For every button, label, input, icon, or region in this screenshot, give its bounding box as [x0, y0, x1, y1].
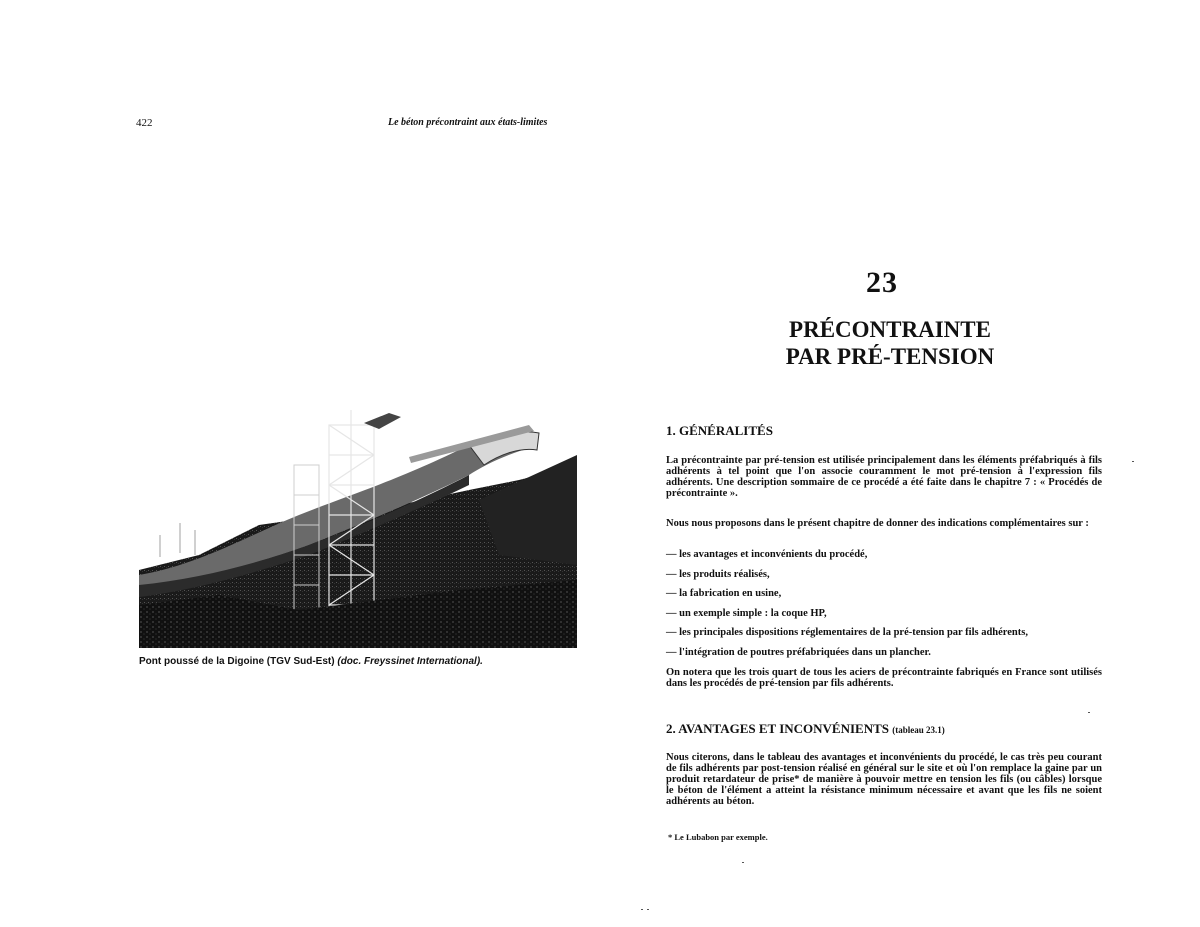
photo-caption-text: Pont poussé de la Digoine (TGV Sud-Est): [139, 656, 335, 667]
section-heading-avantages: [666, 721, 945, 737]
section-heading-avantages-text: 2. AVANTAGES ET INCONVÉNIENTS: [666, 721, 889, 736]
list-item: — les produits réalisés,: [666, 568, 770, 580]
chapter-title-line-1: PRÉCONTRAINTE: [789, 317, 991, 342]
section-heading-generalites: 1. GÉNÉRALITÉS: [666, 423, 773, 438]
list-item: — la fabrication en usine,: [666, 588, 782, 599]
chapter-title-line-2: PAR PRÉ-TENSION: [785, 344, 995, 369]
list-item: — les avantages et inconvénients du procédé,: [666, 549, 868, 560]
chapter-title: [740, 316, 1040, 370]
section-heading-avantages-note: (tableau 23.1): [892, 725, 945, 735]
scan-speck: [1132, 461, 1134, 462]
scan-speck: [742, 862, 744, 863]
photo-caption: [139, 656, 483, 667]
list-item: — l'intégration de poutres préfabriquées dans un plancher.: [666, 646, 931, 658]
chapter-number: 23: [866, 266, 898, 299]
running-head: Le béton précontraint aux états-limites: [388, 117, 548, 128]
scan-speck: [641, 909, 643, 910]
photo-caption-credit: (doc. Freyssinet International).: [337, 656, 483, 667]
paragraph-avantages: Nous citerons, dans le tableau des avantages et inconvénients du procédé, le cas très peu courant de fils adhérents par post-tension réalisé en général sur le site et où l'on remplace la gaine par un produit retardateur de prise* de manière à pouvoir mettre en tension les fils (ou câbles) lorsque le béton de l'élément a atteint la résistance minimum nécessaire et avant que les fils ne soient adhérents au béton.: [666, 752, 1102, 807]
footnote: * Le Lubabon par exemple.: [668, 832, 768, 842]
list-item: — les principales dispositions réglementaires de la pré-tension par fils adhérents,: [666, 627, 1028, 638]
topic-list: [666, 547, 1106, 664]
paragraph-intro: La précontrainte par pré-tension est utilisée principalement dans les éléments préfabriqués à fils adhérents à tel point que l'on associe couramment le mot pré-tension à l'expression fils adhérents. Une description sommaire de ce procédé a été faite dans le chapitre 7 : « Procédés de précontrainte ».: [666, 455, 1102, 499]
scan-speck: [1088, 712, 1090, 713]
list-item: — un exemple simple : la coque HP,: [666, 607, 827, 619]
scan-speck: [647, 909, 649, 910]
bridge-photo-image: [139, 405, 577, 648]
page-number: 422: [136, 117, 153, 129]
paragraph-note: On notera que les trois quart de tous les aciers de précontrainte fabriqués en France sont utilisés dans les procédés de pré-tension par fils adhérents.: [666, 667, 1102, 689]
paragraph-proposal: Nous nous proposons dans le présent chapitre de donner des indications complémentaires sur :: [666, 518, 1089, 529]
bridge-photo: [139, 405, 577, 648]
